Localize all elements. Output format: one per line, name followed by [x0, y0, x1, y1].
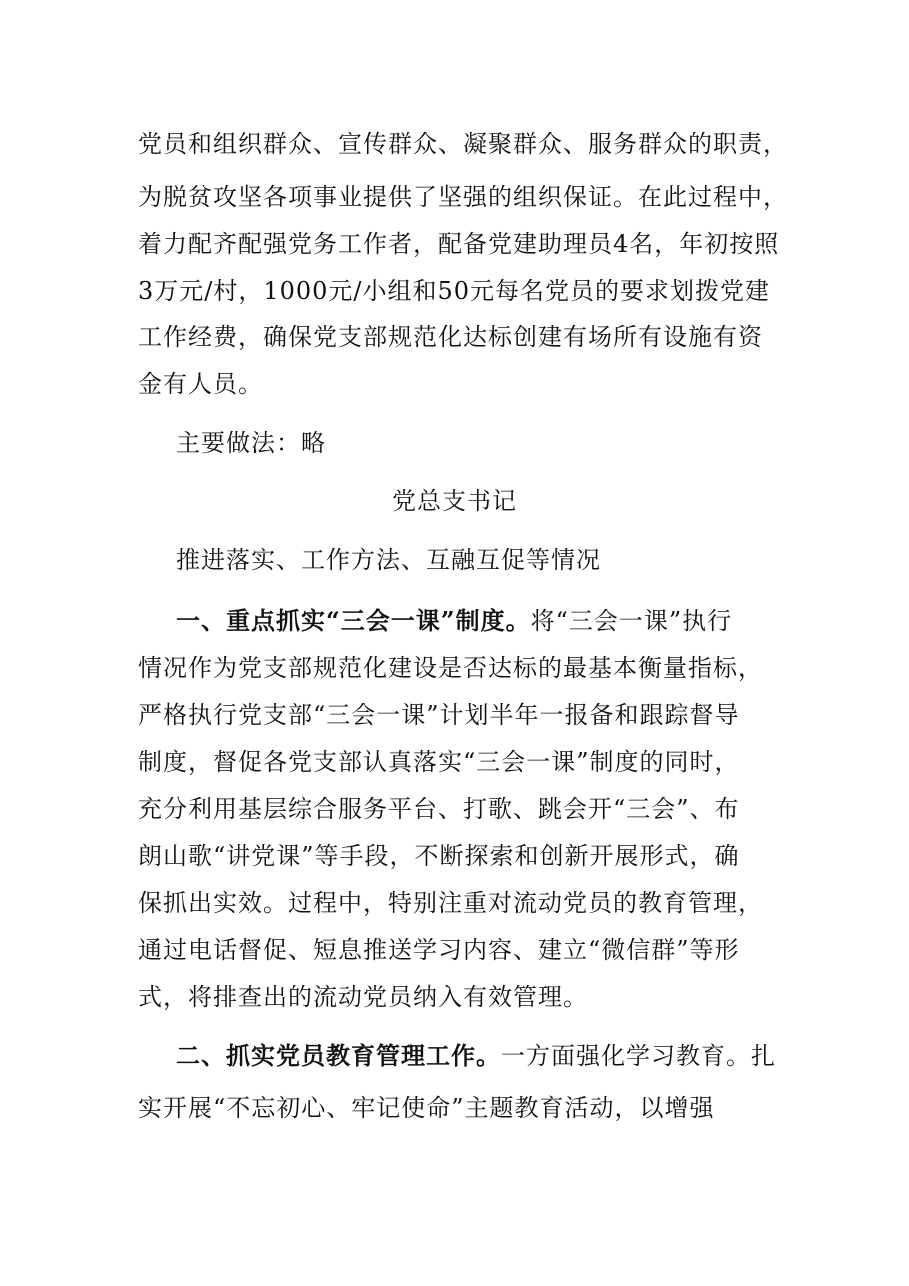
paragraph-line: 金有人员。 — [138, 370, 263, 398]
paragraph-line: 通过电话督促、短息推送学习内容、建立“微信群”等形 — [138, 936, 740, 964]
paragraph-line: 朗山歌“讲党课”等手段，不断探索和创新开展形式，确 — [138, 842, 740, 870]
main-methods-line: 主要做法：略 — [176, 429, 326, 457]
paragraph-line: 党员和组织群众、宣传群众、凝聚群众、服务群众的职责， — [138, 130, 788, 158]
section1-title: 一、重点抓实“三会一课”制度。 — [176, 606, 531, 635]
section2-first-line — [176, 1040, 816, 1072]
paragraph-line: 制度，督促各党支部认真落实“三会一课”制度的同时， — [138, 748, 740, 776]
paragraph-line: 严格执行党支部“三会一课”计划半年一报备和跟踪督导 — [138, 701, 740, 729]
paragraph-line: 式，将排查出的流动党员纳入有效管理。 — [138, 983, 588, 1011]
section-heading: 党总支书记 — [392, 487, 517, 515]
paragraph-line: 工作经费，确保党支部规范化达标创建有场所有设施有资 — [138, 323, 763, 351]
paragraph-line: 着力配齐配强党务工作者，配备党建助理员4名，年初按照 — [138, 230, 780, 258]
section2-title: 二、抓实党员教育管理工作。 — [176, 1041, 501, 1070]
paragraph-line: 保抓出实效。过程中，特别注重对流动党员的教育管理， — [138, 889, 763, 917]
section1-first-line — [176, 605, 816, 637]
subheading: 推进落实、工作方法、互融互促等情况 — [176, 546, 601, 574]
paragraph-line: 情况作为党支部规范化建设是否达标的最基本衡量指标， — [138, 654, 763, 682]
paragraph-line: 实开展“不忘初心、牢记使命”主题教育活动，以增强 — [138, 1094, 715, 1122]
paragraph-line: 3万元/村，1000元/小组和50元每名党员的要求划拨党建 — [138, 277, 771, 305]
section2-first-line-text: 一方面强化学习教育。扎 — [501, 1042, 776, 1070]
paragraph-line: 充分利用基层综合服务平台、打歌、跳会开“三会”、布 — [138, 795, 740, 823]
section1-first-line-text: 将“三会一课”执行 — [530, 607, 733, 635]
paragraph-line: 为脱贫攻坚各项事业提供了坚强的组织保证。在此过程中， — [138, 183, 788, 211]
